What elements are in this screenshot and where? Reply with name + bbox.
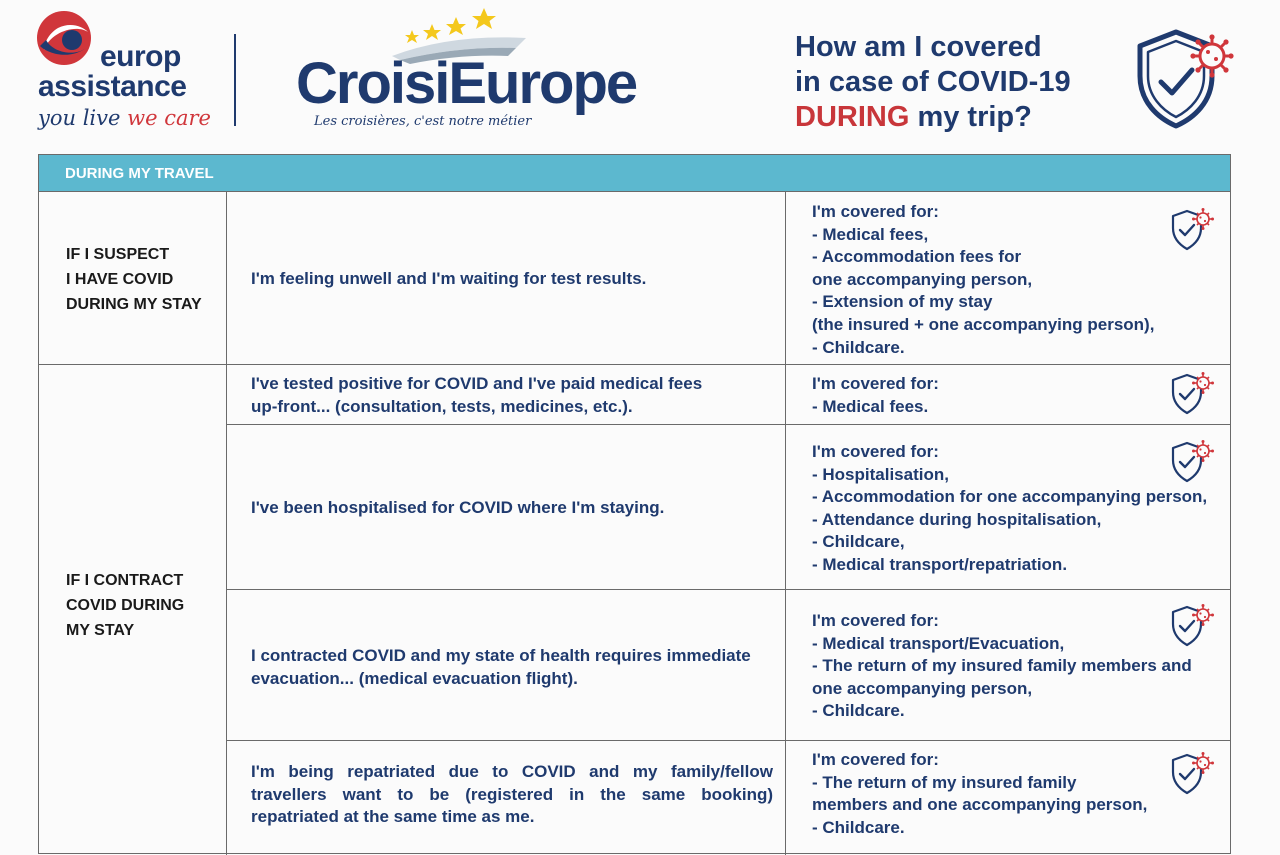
title-line-3 [795, 100, 1071, 135]
situation-line: up-front... (consultation, tests, medicines, etc.). [251, 396, 633, 416]
tagline-part-1: you live [38, 106, 128, 130]
row-divider [39, 364, 1230, 365]
coverage-line: I'm covered for: [812, 611, 939, 630]
coverage-line: - Attendance during hospitalisation, [812, 509, 1102, 529]
shield-virus-check-icon [1169, 371, 1215, 417]
coverage-line: I'm covered for: [812, 202, 939, 221]
tagline-part-2: we care [127, 106, 211, 130]
column-divider [226, 191, 227, 855]
coverage-cell [812, 373, 939, 418]
coverage-line: one accompanying person, [812, 678, 1033, 698]
coverage-line: - Childcare, [812, 532, 905, 552]
coverage-line: - Medical fees. [812, 396, 929, 416]
situation-cell [251, 268, 646, 291]
situation-line: I'm feeling unwell and I'm waiting for test results. [251, 269, 647, 288]
title-line-1: How am I covered [795, 31, 1042, 63]
section-header [39, 155, 1230, 191]
situation-line: evacuation... (medical evacuation flight). [251, 668, 578, 688]
situation-line: I'm being repatriated due to COVID and my family/fellow [251, 762, 773, 781]
category-line: I HAVE COVID [66, 271, 174, 288]
coverage-line: - Extension of my stay [812, 292, 993, 312]
coverage-cell [812, 441, 1207, 577]
situation-cell [251, 761, 773, 829]
section-label: DURING MY TRAVEL [65, 165, 214, 182]
shield-virus-check-icon [1169, 751, 1215, 797]
row-divider [226, 424, 1230, 425]
logo-divider [234, 34, 236, 126]
coverage-line: - Medical transport/Evacuation, [812, 633, 1065, 653]
category-cell [66, 242, 202, 317]
coverage-line: I'm covered for: [812, 442, 939, 461]
coverage-line: - Medical fees, [812, 224, 929, 244]
europ-assistance-word-1: europ [100, 40, 181, 73]
coverage-cell [812, 610, 1192, 723]
page-header [0, 0, 1280, 150]
situation-cell [251, 497, 664, 520]
title-line-3-rest: my trip? [909, 101, 1032, 133]
shield-virus-check-icon [1169, 603, 1215, 649]
coverage-cell [812, 749, 1147, 839]
coverage-line: I'm covered for: [812, 374, 939, 393]
situation-line: I've been hospitalised for COVID where I'm staying. [251, 498, 665, 517]
coverage-line: - Childcare. [812, 337, 905, 357]
europ-assistance-emblem-icon [36, 10, 92, 66]
shield-virus-check-icon [1169, 207, 1215, 253]
coverage-line: I'm covered for: [812, 750, 939, 769]
coverage-line: - Medical transport/repatriation. [812, 554, 1068, 574]
coverage-line: - Accommodation fees for [812, 247, 1022, 267]
category-line: DURING MY STAY [66, 296, 202, 313]
coverage-line: - The return of my insured family members and [812, 656, 1192, 676]
croisieurope-logo [290, 4, 637, 144]
situation-cell [251, 645, 751, 690]
category-line: COVID DURING [66, 597, 185, 614]
croisieurope-tagline: Les croisières, c'est notre métier [314, 114, 532, 129]
row-divider [39, 191, 1230, 192]
situation-line: repatriated at the same time as me. [251, 807, 535, 827]
situation-line: I've tested positive for COVID and I've paid medical fees [251, 374, 703, 393]
shield-virus-check-icon [1126, 26, 1236, 130]
coverage-table [38, 154, 1231, 854]
category-line: MY STAY [66, 622, 135, 639]
coverage-line: members and one accompanying person, [812, 795, 1148, 815]
coverage-line: one accompanying person, [812, 269, 1033, 289]
croisieurope-wordmark: CroisiEurope [296, 51, 637, 116]
coverage-line: - Childcare. [812, 817, 905, 837]
coverage-line: - Childcare. [812, 701, 905, 721]
situation-line: I contracted COVID and my state of health requires immediate [251, 646, 751, 665]
category-line: IF I SUSPECT [66, 246, 170, 263]
coverage-line: - Accommodation for one accompanying person, [812, 487, 1208, 507]
europ-assistance-tagline [38, 106, 211, 130]
situation-cell [251, 373, 702, 418]
category-cell [66, 568, 184, 643]
coverage-line: (the insured + one accompanying person), [812, 314, 1155, 334]
shield-virus-check-icon [1169, 439, 1215, 485]
page-title [795, 30, 1071, 135]
row-divider [226, 740, 1230, 741]
europ-assistance-logo [36, 8, 236, 138]
coverage-line: - The return of my insured family [812, 772, 1077, 792]
title-line-2: in case of COVID-19 [795, 66, 1071, 98]
row-divider [226, 589, 1230, 590]
coverage-cell [812, 201, 1154, 359]
category-line: IF I CONTRACT [66, 572, 184, 589]
europ-assistance-word-2: assistance [38, 70, 187, 103]
title-highlight: DURING [795, 101, 910, 133]
situation-line: travellers want to be (registered in the same booking) [251, 784, 773, 804]
column-divider [785, 191, 786, 855]
coverage-line: - Hospitalisation, [812, 464, 949, 484]
